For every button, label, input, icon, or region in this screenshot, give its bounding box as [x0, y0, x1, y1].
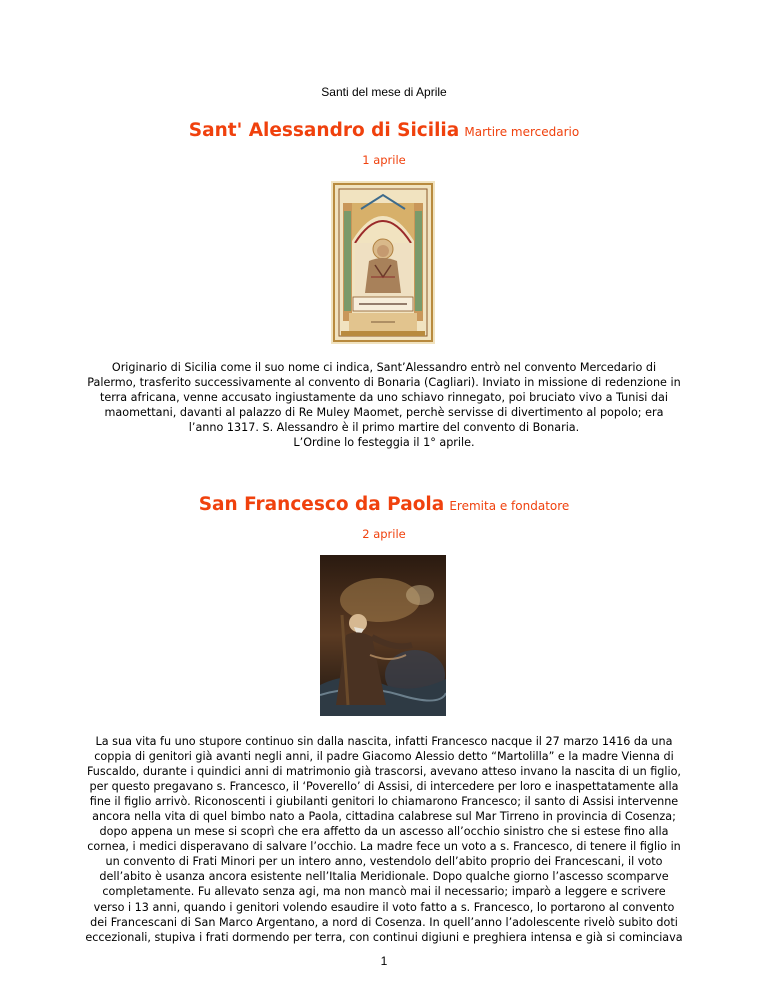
bio-line: fine il figlio arrivò. Riconoscenti i giubilanti genitori lo chiamarono Francesco; il santo di Assisi intervenne	[89, 795, 679, 809]
bio-line: maomettani, davanti al palazzo di Re Muley Maomet, perchè servisse di divertimento al popolo; era	[104, 406, 664, 420]
bio-line: Fuscaldo, durante i quindici anni di matrimonio già trascorsi, avevano atteso invano la nascita di un figlio,	[86, 765, 681, 779]
bio-line: dei Francescani di San Marco Argentano, a nord di Cosenza. In quell’anno l’adolescente rivelò subito doti	[90, 915, 678, 929]
bio-line: Palermo, trasferito successivamente al convento di Bonaria (Cagliari). Inviato in missione di redenzione in	[87, 376, 681, 390]
bio-line: l’anno 1317. S. Alessandro è il primo martire del convento di Bonaria.	[188, 421, 580, 435]
bio-line: terra africana, venne accusato ingiustamente da uno schiavo rinnegato, poi bruciato vivo a Tunisi dai	[99, 391, 669, 405]
bio-line: dopo appena un mese si scoprì che era affetto da un ascesso all’occhio sinistro che si estese fino alla	[99, 825, 669, 839]
saint-2-biography	[66, 734, 702, 945]
bio-line: Originario di Sicilia come il suo nome ci indica, Sant’Alessandro entrò nel convento Mercedario di	[111, 361, 657, 374]
bio-line: cornea, i medici disperavano di salvare l’occhio. La madre fece un voto a s. Francesco, di tenere il figlio in	[87, 840, 681, 854]
bio-line: per questo pregavano s. Francesco, il ‘Poverello’ di Assisi, di intercedere per loro e inaspettatamente alla	[89, 780, 679, 794]
saint-1-role: Martire mercedario	[464, 125, 580, 139]
bio-line: dell’abito è usanza ancora esistente nell’Italia Meridionale. Dopo qualche giorno l’ascesso scomparve	[99, 870, 669, 884]
page-header: Santi del mese di Aprile	[321, 85, 447, 99]
saint-1-name: Sant' Alessandro di Sicilia	[188, 120, 460, 141]
saint-1-biography	[66, 360, 702, 450]
bio-line: ancora nella vita di quel bimbo nato a Paola, cittadina calabrese sul Mar Tirreno in provincia di Cosenza;	[92, 810, 676, 824]
saint-2-name: San Francesco da Paola	[198, 494, 445, 515]
bio-line: L’Ordine lo festeggia il 1° aprile.	[293, 436, 475, 450]
saint-2-image	[320, 555, 446, 716]
saint-2-date: 2 aprile	[362, 527, 406, 541]
bio-line: La sua vita fu uno stupore continuo sin dalla nascita, infatti Francesco nacque il 27 marzo 1416 da una	[95, 735, 673, 748]
bio-line: eccezionali, stupiva i frati dormendo per terra, con continui digiuni e preghiera intensa e già si cominciava	[85, 930, 683, 944]
saint-1-title	[0, 120, 768, 141]
bio-line: coppia di genitori già avanti negli anni, il padre Giacomo Alessio detto “Martolilla” e la madre Vienna di	[94, 750, 674, 764]
painting-illustration	[320, 555, 446, 716]
saint-1-date: 1 aprile	[362, 153, 406, 167]
page-number: 1	[380, 954, 388, 968]
bio-line: verso i 13 anni, quando i genitori volendo esaudire il voto fatto a s. Francesco, lo portarono al convento	[93, 900, 675, 914]
holy-card-illustration	[331, 181, 435, 344]
bio-line: completamente. Fu allevato senza agi, ma non mancò mai il necessario; imparò a leggere e scrivere	[102, 885, 666, 899]
bio-line: un convento di Frati Minori per un intero anno, vestendolo dell’abito proprio dei Francescani, il voto	[105, 855, 663, 869]
saint-2-role: Eremita e fondatore	[449, 499, 570, 513]
saint-1-image	[331, 181, 435, 344]
saint-2-title	[0, 494, 768, 515]
